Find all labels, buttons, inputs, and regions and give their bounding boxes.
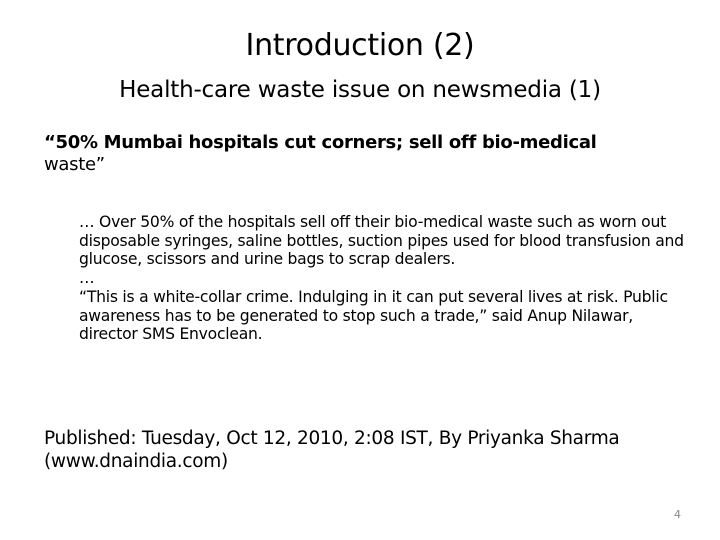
page-number: 4 xyxy=(674,508,681,521)
news-headline xyxy=(44,132,684,176)
slide-subtitle: Health-care waste issue on newsmedia (1) xyxy=(119,77,601,103)
news-headline-tail: waste” xyxy=(44,154,105,175)
news-headline-bold: “50% Mumbai hospitals cut corners; sell off bio-medical xyxy=(44,132,597,153)
excerpt-paragraph: … Over 50% of the hospitals sell off their bio-medical waste such as worn out disposable syringes, saline bottles, suction pipes used for blood transfusion and glucose, scissors and urine bags to scrap dealers. xyxy=(79,213,684,269)
slide-title: Introduction (2) xyxy=(245,28,475,63)
article-excerpt xyxy=(79,213,689,344)
publication-info: Published: Tuesday, Oct 12, 2010, 2:08 IST, By Priyanka Sharma (www.dnaindia.com) xyxy=(44,428,620,472)
excerpt-ellipsis: … xyxy=(79,269,95,288)
excerpt-quote: “This is a white-collar crime. Indulging in it can put several lives at risk. Public awareness has to be generated to stop such a trade,” said Anup Nilawar, director SMS Envoclean. xyxy=(79,287,668,344)
